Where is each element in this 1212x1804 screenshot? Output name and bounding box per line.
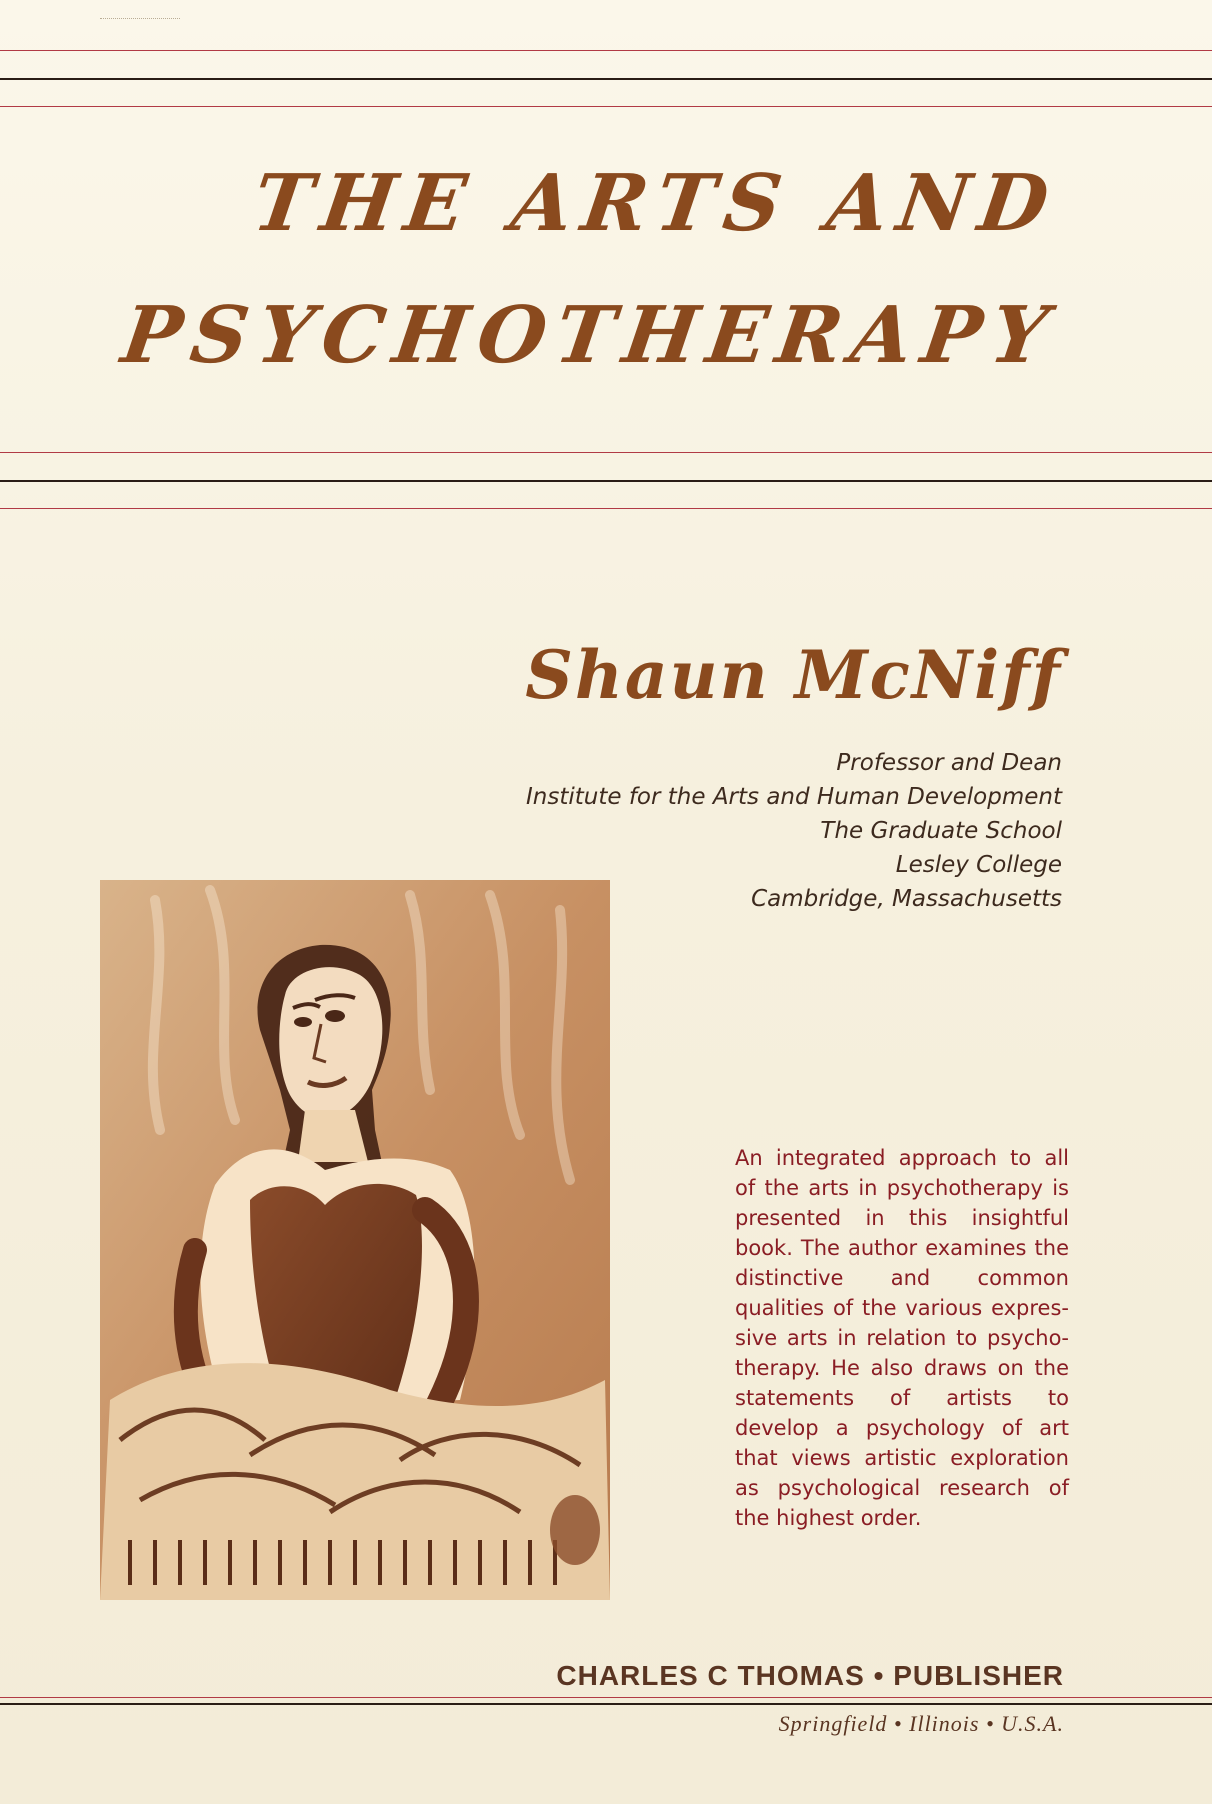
title-line-2: PSYCHOTHERAPY xyxy=(116,290,1064,381)
affiliation-line: Institute for the Arts and Human Development xyxy=(526,784,1062,810)
rule-black-mid-1 xyxy=(0,480,1212,482)
affiliation-line: Professor and Dean xyxy=(836,750,1062,776)
rule-black-bottom xyxy=(0,1703,1212,1705)
title-line-1: THE ARTS AND xyxy=(247,158,1064,249)
portrait-illustration xyxy=(100,880,610,1600)
rule-red-mid-1 xyxy=(0,452,1212,453)
rule-red-top-2 xyxy=(0,106,1212,107)
affiliation-line: Lesley College xyxy=(895,852,1062,878)
affiliation-line: The Graduate School xyxy=(820,818,1062,844)
publisher-name: CHARLES C THOMAS • PUBLISHER xyxy=(556,1660,1064,1691)
rule-red-bottom xyxy=(0,1697,1212,1698)
rule-red-mid-2 xyxy=(0,508,1212,509)
rule-black-top-1 xyxy=(0,78,1212,80)
book-description: An integrated approach to all of the arts in psychotherapy is presented in this insightful book. The author examines the distinctive and common qualities of the various expressive arts in relation to psychotherapy. He also draws on the statements of artists to develop a psychology of art that views artistic exploration as psychological research of the highest order. xyxy=(735,1146,1069,1530)
affiliation-line: Cambridge, Massachusetts xyxy=(751,886,1062,912)
publisher-location: Springfield • Illinois • U.S.A. xyxy=(778,1711,1064,1736)
decorative-mark xyxy=(100,18,180,19)
rule-red-top-1 xyxy=(0,50,1212,51)
author-name: Shaun McNiff xyxy=(525,636,1062,714)
